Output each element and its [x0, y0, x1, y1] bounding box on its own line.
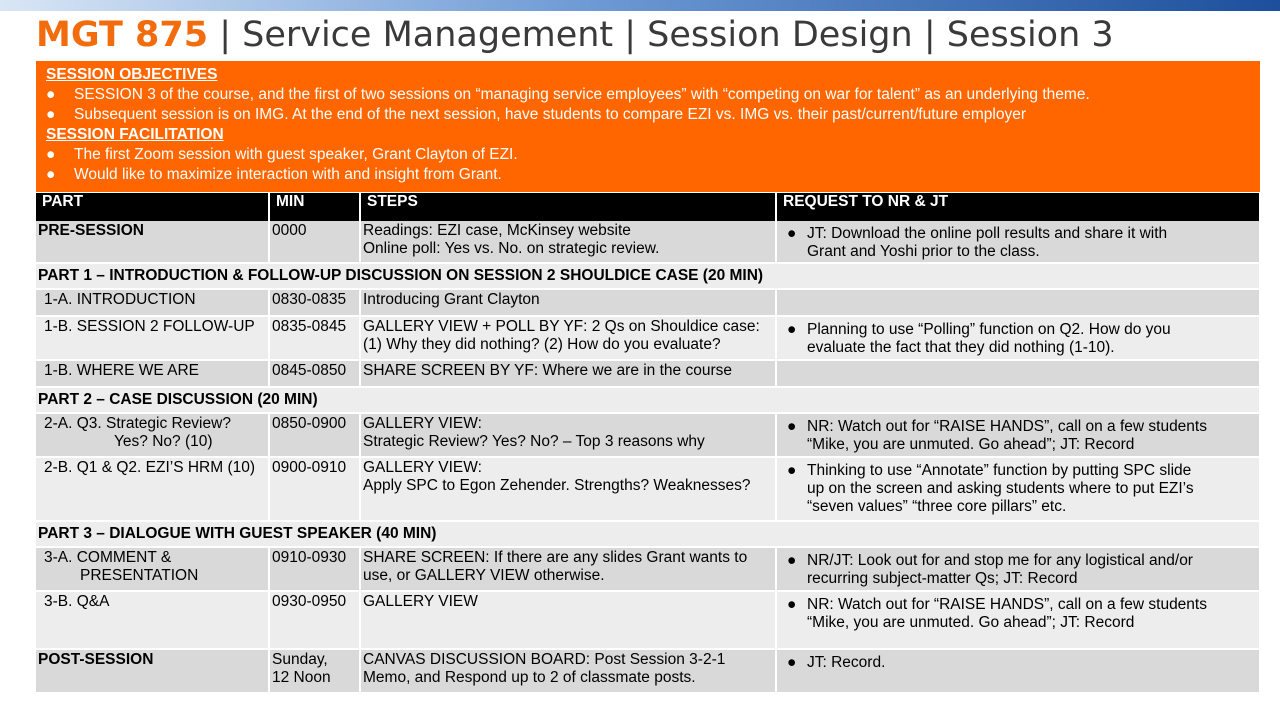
- min-cell: [269, 649, 360, 693]
- request-cell: [776, 316, 1260, 360]
- table-row: [36, 457, 1260, 521]
- slide-title: [36, 13, 1114, 57]
- part-cell: [36, 547, 269, 591]
- request-line: Thinking to use “Annotate” function by putting SPC slide: [807, 462, 1192, 479]
- steps-cell: [360, 547, 776, 591]
- table-row: [36, 360, 1260, 387]
- request-line: NR: Watch out for “RAISE HANDS”, call on a few students: [807, 596, 1207, 613]
- table-row: [36, 289, 1260, 316]
- request-line: NR: Watch out for “RAISE HANDS”, call on a few students: [807, 418, 1207, 435]
- part-line: 2-A. Q3. Strategic Review?: [44, 415, 231, 432]
- facilitation-text: Would like to maximize interaction with and insight from Grant.: [74, 166, 502, 183]
- steps-line: Apply SPC to Egon Zehender. Strengths? Weaknesses?: [363, 477, 751, 494]
- part-line: 3-A. COMMENT &: [44, 549, 172, 566]
- min-cell: 0845-0850: [269, 360, 360, 387]
- request-line: NR/JT: Look out for and stop me for any logistical and/or: [807, 552, 1193, 569]
- steps-cell: [360, 457, 776, 521]
- min-cell: 0930-0950: [269, 591, 360, 649]
- objectives-heading: SESSION OBJECTIVES: [46, 66, 218, 83]
- request-cell: [776, 547, 1260, 591]
- request-line: recurring subject-matter Qs; JT: Record: [807, 570, 1078, 587]
- title-rest: | Service Management | Session Design | Session 3: [208, 15, 1114, 55]
- bullet-icon: ●: [787, 552, 797, 569]
- objective-text: SESSION 3 of the course, and the first of two sessions on “managing service employees” with “competing on war for talent” as an underlying theme.: [74, 86, 1090, 103]
- table-row: [36, 413, 1260, 457]
- request-cell: [776, 360, 1260, 387]
- request-line: up on the screen and asking students where to put EZI’s: [807, 480, 1194, 497]
- steps-line: GALLERY VIEW + POLL BY YF: 2 Qs on Shouldice case:: [363, 318, 760, 335]
- bullet-icon: ●: [787, 225, 797, 242]
- request-cell: [776, 221, 1260, 263]
- request-line: JT: Record.: [807, 654, 886, 671]
- part-cell: 1-A. INTRODUCTION: [36, 289, 269, 316]
- request-cell: [776, 649, 1260, 693]
- steps-line: Readings: EZI case, McKinsey website: [363, 222, 631, 239]
- steps-line: Strategic Review? Yes? No? – Top 3 reasons why: [363, 433, 705, 450]
- steps-line: (1) Why they did nothing? (2) How do you evaluate?: [363, 336, 721, 353]
- bullet-icon: ●: [46, 86, 56, 103]
- request-cell: [776, 457, 1260, 521]
- bullet-icon: ●: [46, 146, 56, 163]
- request-cell: [776, 413, 1260, 457]
- top-gradient-bar: [0, 0, 1280, 11]
- objective-bullet: [46, 105, 1252, 125]
- table-row: [36, 221, 1260, 263]
- part-cell: 1-B. WHERE WE ARE: [36, 360, 269, 387]
- bullet-icon: ●: [46, 166, 56, 183]
- header-request: REQUEST TO NR & JT: [776, 193, 1260, 221]
- min-line: 12 Noon: [272, 669, 331, 686]
- part-cell: 1-B. SESSION 2 FOLLOW-UP: [36, 316, 269, 360]
- request-line: “seven values” “three core pillars” etc.: [807, 498, 1067, 515]
- facilitation-text: The first Zoom session with guest speaker, Grant Clayton of EZI.: [74, 146, 518, 163]
- min-line: Sunday,: [272, 651, 328, 668]
- request-line: “Mike, you are unmuted. Go ahead”; JT: Record: [807, 614, 1135, 631]
- table-row: [36, 547, 1260, 591]
- steps-cell: [360, 413, 776, 457]
- request-line: Planning to use “Polling” function on Q2. How do you: [807, 321, 1171, 338]
- table-row: [36, 316, 1260, 360]
- steps-line: GALLERY VIEW:: [363, 415, 482, 432]
- request-cell: [776, 591, 1260, 649]
- part-cell: 2-B. Q1 & Q2. EZI’S HRM (10): [36, 457, 269, 521]
- part-cell: POST-SESSION: [36, 649, 269, 693]
- steps-line: SHARE SCREEN: If there are any slides Grant wants to: [363, 549, 748, 566]
- section-row: [36, 263, 1260, 289]
- bullet-icon: ●: [46, 106, 56, 123]
- min-cell: 0835-0845: [269, 316, 360, 360]
- min-cell: 0910-0930: [269, 547, 360, 591]
- min-cell: 0900-0910: [269, 457, 360, 521]
- facilitation-heading: SESSION FACILITATION: [46, 126, 224, 143]
- request-line: evaluate the fact that they did nothing (1-10).: [807, 339, 1115, 356]
- course-code: MGT 875: [36, 15, 209, 55]
- part-cell: [36, 413, 269, 457]
- min-cell: 0000: [269, 221, 360, 263]
- min-cell: 0850-0900: [269, 413, 360, 457]
- objective-bullet: [46, 85, 1252, 105]
- header-steps: STEPS: [360, 193, 776, 221]
- steps-cell: [360, 649, 776, 693]
- bullet-icon: ●: [787, 418, 797, 435]
- part-cell: PRE-SESSION: [36, 221, 269, 263]
- request-line: JT: Download the online poll results and share it with: [807, 225, 1168, 242]
- steps-line: use, or GALLERY VIEW otherwise.: [363, 567, 605, 584]
- steps-cell: GALLERY VIEW: [360, 591, 776, 649]
- section-title: PART 3 – DIALOGUE WITH GUEST SPEAKER (40 MIN): [36, 521, 1260, 547]
- bullet-icon: ●: [787, 462, 797, 479]
- part-line: PRESENTATION: [80, 567, 199, 584]
- header-part: PART: [36, 193, 269, 221]
- table-row: [36, 591, 1260, 649]
- steps-cell: [360, 221, 776, 263]
- steps-cell: Introducing Grant Clayton: [360, 289, 776, 316]
- part-cell: 3-B. Q&A: [36, 591, 269, 649]
- bullet-icon: ●: [787, 654, 797, 671]
- steps-line: Online poll: Yes vs. No. on strategic review.: [363, 240, 660, 257]
- objective-text: Subsequent session is on IMG. At the end of the next session, have students to compare EZI vs. IMG vs. their past/current/future employer: [74, 106, 1027, 123]
- section-title: PART 2 – CASE DISCUSSION (20 MIN): [36, 387, 1260, 413]
- section-row: [36, 387, 1260, 413]
- part-line: Yes? No? (10): [114, 433, 213, 450]
- steps-cell: SHARE SCREEN BY YF: Where we are in the course: [360, 360, 776, 387]
- steps-line: GALLERY VIEW:: [363, 459, 482, 476]
- bullet-icon: ●: [787, 596, 797, 613]
- facilitation-bullet: [46, 165, 1252, 185]
- steps-line: CANVAS DISCUSSION BOARD: Post Session 3-2-1: [363, 651, 726, 668]
- request-line: “Mike, you are unmuted. Go ahead”; JT: Record: [807, 436, 1135, 453]
- objectives-box: [36, 61, 1260, 192]
- min-cell: 0830-0835: [269, 289, 360, 316]
- header-min: MIN: [269, 193, 360, 221]
- section-row: [36, 521, 1260, 547]
- session-plan-table: [36, 193, 1261, 694]
- facilitation-bullet: [46, 145, 1252, 165]
- bullet-icon: ●: [787, 321, 797, 338]
- steps-cell: [360, 316, 776, 360]
- steps-line: Memo, and Respond up to 2 of classmate posts.: [363, 669, 696, 686]
- request-line: Grant and Yoshi prior to the class.: [807, 243, 1040, 260]
- request-cell: [776, 289, 1260, 316]
- table-row: [36, 649, 1260, 693]
- section-title: PART 1 – INTRODUCTION & FOLLOW-UP DISCUSSION ON SESSION 2 SHOULDICE CASE (20 MIN): [36, 263, 1260, 289]
